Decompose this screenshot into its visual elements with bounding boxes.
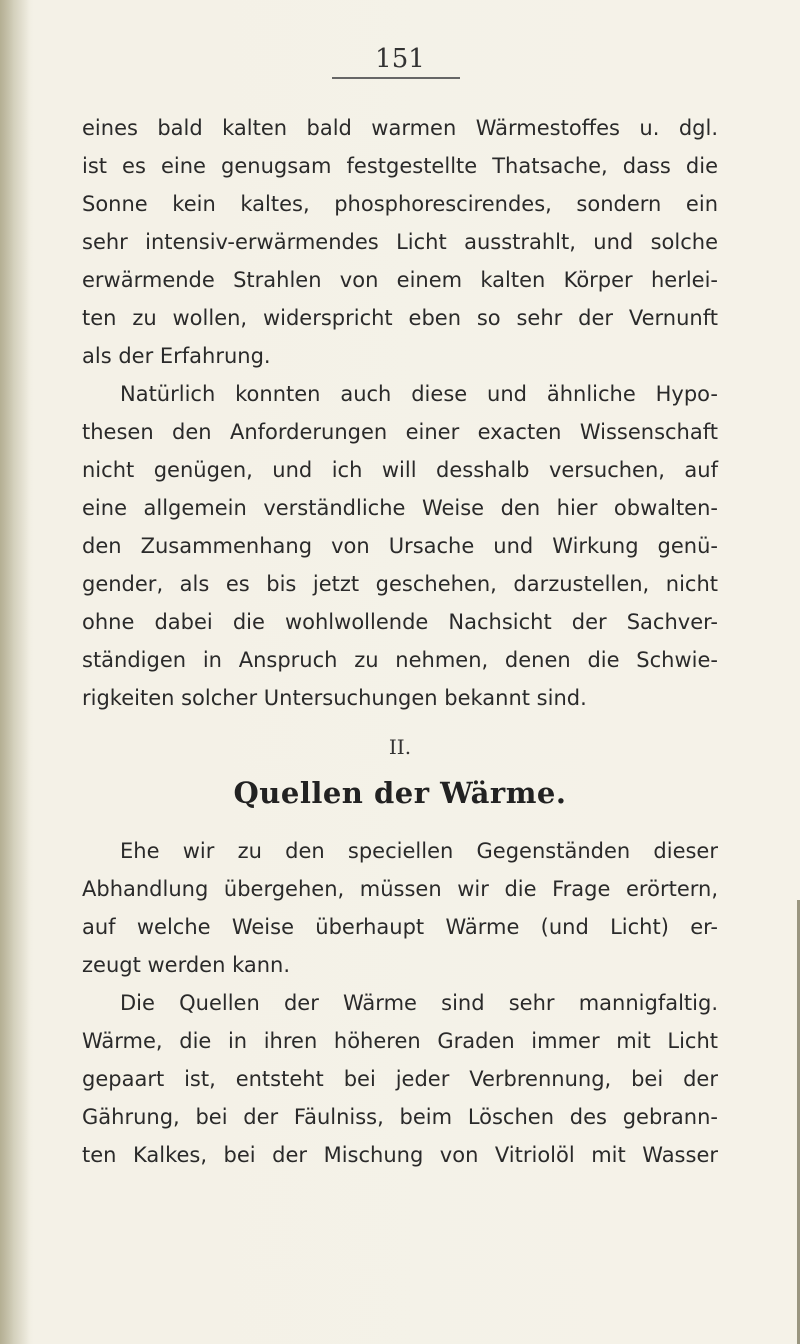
text-line: rigkeiten solcher Untersuchungen bekannt sind.	[82, 686, 587, 710]
section-title: Quellen der Wärme.	[233, 776, 567, 810]
paragraph-2	[82, 375, 718, 717]
text-line: sehr intensiv-erwärmendes Licht ausstrahlt, und solche	[82, 230, 718, 254]
text-line: Gährung, bei der Fäulniss, beim Löschen des gebrann-	[82, 1105, 718, 1129]
text-line: als der Erfahrung.	[82, 344, 271, 368]
text-line: Sonne kein kaltes, phosphorescirendes, sondern ein	[82, 192, 718, 216]
text-line: Die Quellen der Wärme sind sehr mannigfaltig.	[120, 991, 718, 1015]
text-line: ten zu wollen, widerspricht eben so sehr der Vernunft	[82, 306, 718, 330]
text-line: gepaart ist, entsteht bei jeder Verbrennung, bei der	[82, 1067, 718, 1091]
text-line: thesen den Anforderungen einer exacten Wissenschaft	[82, 420, 718, 444]
page-gutter-shadow	[0, 0, 30, 1344]
text-line: Natürlich konnten auch diese und ähnliche Hypo-	[120, 382, 718, 406]
paragraph-3	[82, 832, 718, 984]
text-line: den Zusammenhang von Ursache und Wirkung genü-	[82, 534, 718, 558]
text-line: gender, als es bis jetzt geschehen, darzustellen, nicht	[82, 572, 718, 596]
page-number-rule	[332, 77, 460, 79]
section-number: II.	[388, 735, 412, 759]
page-number: 151	[375, 44, 425, 74]
text-block-bottom	[82, 832, 718, 1174]
text-block-top	[82, 109, 718, 717]
text-line: ständigen in Anspruch zu nehmen, denen die Schwie-	[82, 648, 718, 672]
text-line: Abhandlung übergehen, müssen wir die Frage erörtern,	[82, 877, 718, 901]
text-line: eine allgemein verständliche Weise den hier obwalten-	[82, 496, 718, 520]
text-line: zeugt werden kann.	[82, 953, 291, 977]
paragraph-1	[82, 109, 718, 375]
text-line: ist es eine genugsam festgestellte Thatsache, dass die	[82, 154, 718, 178]
text-line: auf welche Weise überhaupt Wärme (und Licht) er-	[82, 915, 718, 939]
text-line: ohne dabei die wohlwollende Nachsicht der Sachver-	[82, 610, 718, 634]
text-line: erwärmende Strahlen von einem kalten Körper herlei-	[82, 268, 718, 292]
paragraph-4	[82, 984, 718, 1174]
text-line: Wärme, die in ihren höheren Graden immer mit Licht	[82, 1029, 718, 1053]
text-line: Ehe wir zu den speciellen Gegenständen dieser	[120, 839, 718, 863]
text-line: eines bald kalten bald warmen Wärmestoffes u. dgl.	[82, 116, 718, 140]
text-line: nicht genügen, und ich will desshalb versuchen, auf	[82, 458, 718, 482]
text-line: ten Kalkes, bei der Mischung von Vitriolöl mit Wasser	[82, 1143, 718, 1167]
